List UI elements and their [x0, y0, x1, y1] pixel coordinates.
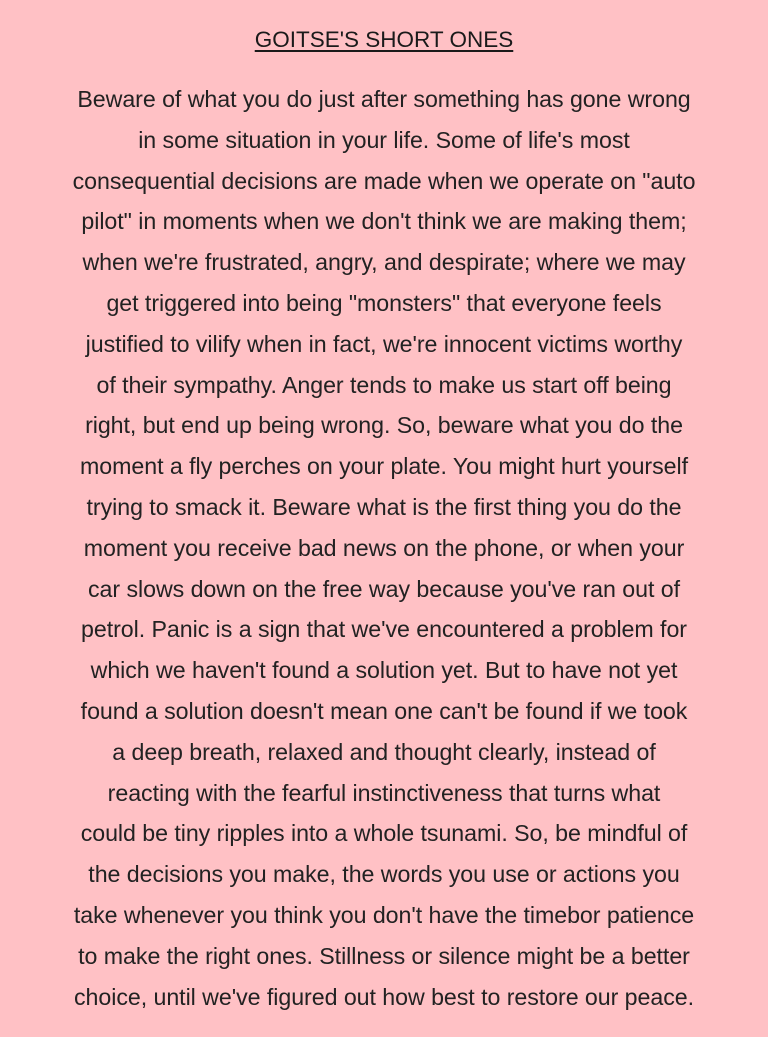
body-line: the decisions you make, the words you use or actions you — [88, 861, 680, 888]
body-line: pilot" in moments when we don't think we are making them; — [81, 208, 687, 235]
body-line: reacting with the fearful instinctiveness that turns what — [107, 779, 661, 806]
document-title — [0, 25, 768, 55]
body-line: to make the right ones. Stillness or silence might be a better — [78, 942, 690, 969]
body-line: right, but end up being wrong. So, beware what you do the — [85, 412, 683, 439]
body-line: could be tiny ripples into a whole tsunami. So, be mindful of — [80, 820, 688, 847]
body-line: Beware of what you do just after something has gone wrong — [77, 86, 691, 112]
body-line: take whenever you think you don't have the timebor patience — [73, 901, 695, 928]
body-line: moment you receive bad news on the phone, or when your — [83, 534, 685, 561]
body-line: moment a fly perches on your plate. You might hurt yourself — [80, 453, 688, 480]
body-line: consequential decisions are made when we operate on "auto — [72, 167, 696, 194]
body-line: trying to smack it. Beware what is the first thing you do the — [86, 493, 682, 520]
body-line: when we're frustrated, angry, and despirate; where we may — [82, 249, 686, 276]
body-line: in some situation in your life. Some of life's most — [138, 126, 630, 153]
body-line: get triggered into being "monsters" that everyone feels — [106, 289, 662, 316]
body-line: of their sympathy. Anger tends to make us start off being — [96, 371, 672, 398]
body-line: car slows down on the free way because you've ran out of — [88, 575, 680, 602]
body-line: petrol. Panic is a sign that we've encountered a problem for — [81, 616, 687, 643]
document-body — [0, 79, 768, 1017]
document-title-text: GOITSE'S SHORT ONES — [254, 27, 514, 52]
body-line: found a solution doesn't mean one can't be found if we took — [80, 697, 688, 724]
body-line: justified to vilify when in fact, we're innocent victims worthy — [85, 330, 683, 357]
body-line: which we haven't found a solution yet. But to have not yet — [90, 657, 678, 684]
body-line: a deep breath, relaxed and thought clearly, instead of — [112, 738, 656, 765]
body-line: choice, until we've figured out how best to restore our peace. — [73, 983, 695, 1010]
